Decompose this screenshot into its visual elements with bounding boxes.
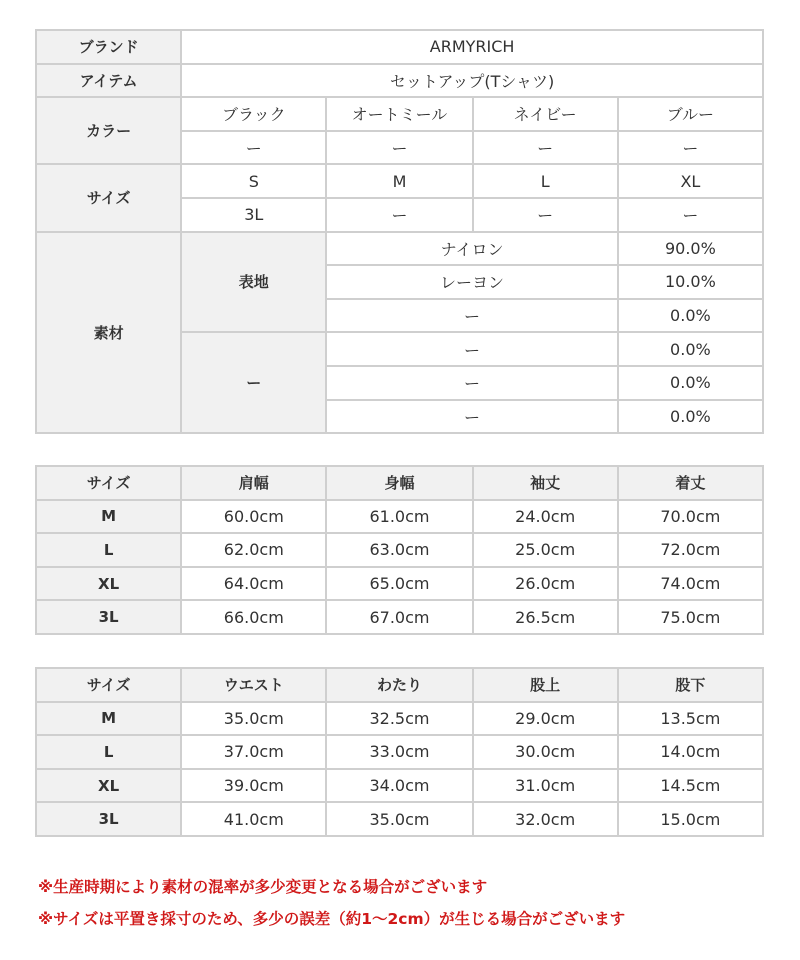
table-cell: 39.0cm: [181, 769, 326, 803]
color-cell: ブルー: [618, 97, 763, 131]
column-header: 身幅: [326, 466, 472, 500]
material-name: ー: [326, 332, 617, 366]
material-pct: 0.0%: [618, 400, 763, 434]
table-row: [36, 802, 763, 836]
table-row: [36, 533, 763, 567]
table-cell: 72.0cm: [618, 533, 763, 567]
size-cell: ー: [473, 198, 618, 232]
size-name: L: [36, 533, 181, 567]
table-cell: 35.0cm: [326, 802, 472, 836]
material-label: 素材: [36, 232, 181, 434]
material-name: レーヨン: [326, 265, 617, 299]
table-cell: 31.0cm: [473, 769, 618, 803]
table-cell: 13.5cm: [618, 702, 763, 736]
size-cell: L: [473, 164, 618, 198]
table-cell: 26.0cm: [473, 567, 618, 601]
table-cell: 64.0cm: [181, 567, 326, 601]
material-note: ※生産時期により素材の混率が多少変更となる場合がございます: [38, 878, 488, 896]
material-name: ー: [326, 299, 617, 333]
color-cell: ネイビー: [473, 97, 618, 131]
size-cell: ー: [618, 198, 763, 232]
size-note: ※サイズは平置き採寸のため、多少の誤差（約1～2cm）が生じる場合がございます: [38, 910, 626, 928]
color-label: カラー: [36, 97, 181, 164]
other-label: ー: [181, 332, 326, 433]
column-header: 股下: [618, 668, 763, 702]
item-value: セットアップ(Tシャツ): [181, 64, 763, 98]
table-cell: 62.0cm: [181, 533, 326, 567]
item-row: [36, 64, 763, 98]
table-cell: 14.5cm: [618, 769, 763, 803]
table-cell: 63.0cm: [326, 533, 472, 567]
column-header: 肩幅: [181, 466, 326, 500]
size-row: [36, 164, 763, 198]
table-cell: 41.0cm: [181, 802, 326, 836]
material-name: ー: [326, 400, 617, 434]
top-size-table: [35, 465, 764, 635]
table-cell: 74.0cm: [618, 567, 763, 601]
brand-label: ブランド: [36, 30, 181, 64]
material-pct: 0.0%: [618, 332, 763, 366]
color-cell: ー: [473, 131, 618, 165]
column-header: ウエスト: [181, 668, 326, 702]
column-header: 袖丈: [473, 466, 618, 500]
table-cell: 61.0cm: [326, 500, 472, 534]
table-cell: 35.0cm: [181, 702, 326, 736]
bottom-size-table: [35, 667, 764, 837]
column-header: 着丈: [618, 466, 763, 500]
column-header: わたり: [326, 668, 472, 702]
size-cell: S: [181, 164, 326, 198]
table-cell: 67.0cm: [326, 600, 472, 634]
size-cell: XL: [618, 164, 763, 198]
material-name: ー: [326, 366, 617, 400]
table-cell: 37.0cm: [181, 735, 326, 769]
material-pct: 0.0%: [618, 299, 763, 333]
table-row: [36, 567, 763, 601]
table-cell: 15.0cm: [618, 802, 763, 836]
spec-table: [35, 29, 764, 434]
size-label: サイズ: [36, 164, 181, 231]
table-cell: 14.0cm: [618, 735, 763, 769]
color-cell: オートミール: [326, 97, 472, 131]
size-cell: ー: [326, 198, 472, 232]
table-row: [36, 600, 763, 634]
material-pct: 0.0%: [618, 366, 763, 400]
table-cell: 33.0cm: [326, 735, 472, 769]
size-name: M: [36, 702, 181, 736]
material-row: [36, 232, 763, 266]
table-cell: 25.0cm: [473, 533, 618, 567]
table-cell: 32.0cm: [473, 802, 618, 836]
column-header: 股上: [473, 668, 618, 702]
size-name: 3L: [36, 802, 181, 836]
color-cell: ー: [618, 131, 763, 165]
material-name: ナイロン: [326, 232, 617, 266]
table-cell: 29.0cm: [473, 702, 618, 736]
table-cell: 65.0cm: [326, 567, 472, 601]
outer-label: 表地: [181, 232, 326, 333]
color-row: [36, 97, 763, 131]
color-cell: ブラック: [181, 97, 326, 131]
column-header: サイズ: [36, 466, 181, 500]
table-cell: 75.0cm: [618, 600, 763, 634]
size-name: L: [36, 735, 181, 769]
table-cell: 70.0cm: [618, 500, 763, 534]
brand-value: ARMYRICH: [181, 30, 763, 64]
table-row: [36, 500, 763, 534]
table-row: [36, 735, 763, 769]
table-row: [36, 702, 763, 736]
brand-row: [36, 30, 763, 64]
size-cell: M: [326, 164, 472, 198]
color-cell: ー: [181, 131, 326, 165]
material-pct: 10.0%: [618, 265, 763, 299]
color-cell: ー: [326, 131, 472, 165]
table-cell: 60.0cm: [181, 500, 326, 534]
column-header: サイズ: [36, 668, 181, 702]
size-name: M: [36, 500, 181, 534]
table-cell: 32.5cm: [326, 702, 472, 736]
table-cell: 24.0cm: [473, 500, 618, 534]
top-header-row: [36, 466, 763, 500]
table-cell: 30.0cm: [473, 735, 618, 769]
size-name: XL: [36, 769, 181, 803]
table-cell: 26.5cm: [473, 600, 618, 634]
bottom-header-row: [36, 668, 763, 702]
table-row: [36, 769, 763, 803]
table-cell: 66.0cm: [181, 600, 326, 634]
item-label: アイテム: [36, 64, 181, 98]
size-cell: 3L: [181, 198, 326, 232]
material-pct: 90.0%: [618, 232, 763, 266]
size-name: 3L: [36, 600, 181, 634]
table-cell: 34.0cm: [326, 769, 472, 803]
size-name: XL: [36, 567, 181, 601]
